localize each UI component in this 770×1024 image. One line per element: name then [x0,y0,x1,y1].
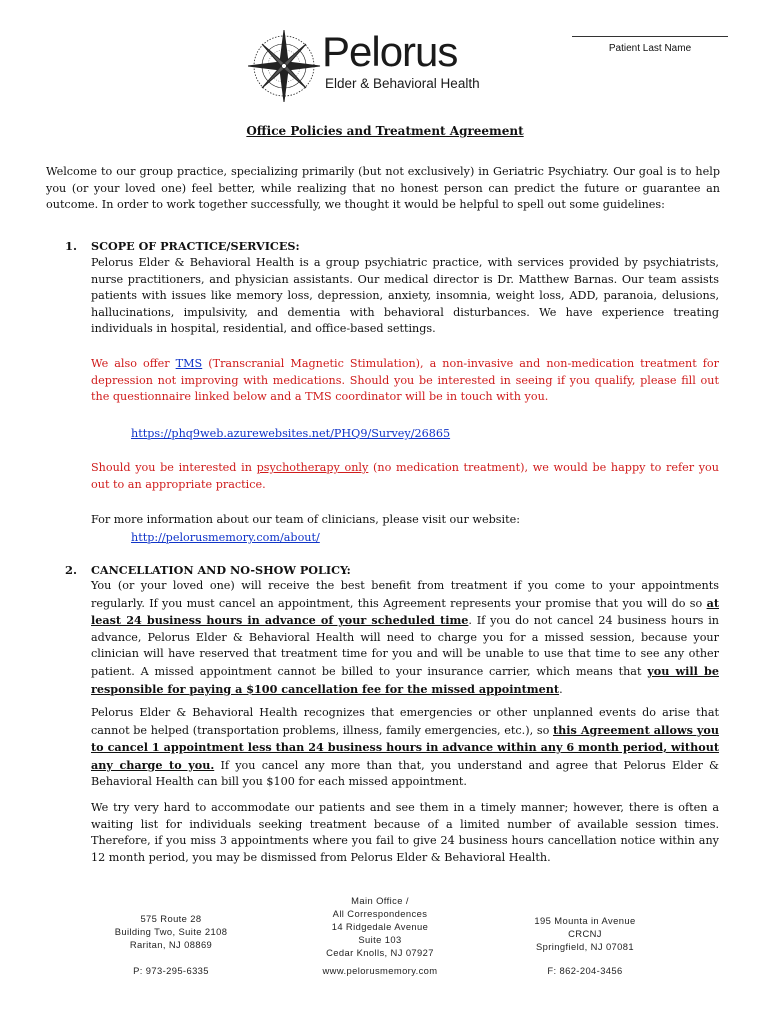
brand-name: Pelorus [322,28,458,75]
patient-last-name-label: Patient Last Name [608,43,692,54]
document-title: Office Policies and Treatment Agreement [246,124,524,138]
cancellation-paragraph: You (or your loved one) will receive the best benefit from treatment if you come to your appointments regularly. If you must cancel an appointment, this Agreement represents your promise that you will do so at least 24 business hours in advance of your scheduled time. If you do not cancel 24 business hours in advance, Pelorus Elder & Behavioral Health will need to charge you for a missed session, because your clinician will have reserved that treatment time for you and will be unable to use that time to see any other patient. A missed appointment cannot be billed to your insurance carrier, which means that you will be responsible for paying a $100 cancellation fee for the missed appointment. [91,579,719,696]
tms-link[interactable]: TMS [175,357,203,370]
footer-phone: P: 973-295-6335 [133,965,209,976]
waiting-list-paragraph: We try very hard to accommodate our patients and see them in a timely manner; however, there is often a waiting list for individuals seeking treatment because of a limited number of available session times. Therefore, if you miss 3 appointments where you fail to give 24 business hours cancellation notice within any 12 month period, you may be dismissed from Pelorus Elder & Behavioral Health. [91,801,719,864]
fee-emphasis: you will be responsible for paying a $100 cancellation fee for the missed appointment [91,663,719,696]
brand-subtitle: Elder & Behavioral Health [325,76,480,91]
patient-last-name-field [572,36,728,54]
section-1-body: Pelorus Elder & Behavioral Health is a group psychiatric practice, with services provided by psychiatrists, nurse practitioners, and physician assistants. Our medical director is Dr. Matthew Barnas. Our team assists patients with issues like memory loss, depression, anxiety, insomnia, weight loss, ADD, paranoia, delusions, hallucinations, impulsivity, and dementia with behavioral disturbances. We have experience treating individuals in hospital, residential, and office-based settings. [91,256,719,336]
section-2-number: 2. [65,563,78,577]
signature-line [572,36,728,37]
footer-springfield-address: 195 Mounta in Avenue CRCNJ Springfield, NJ 07081 [534,915,636,952]
section-1-title: SCOPE OF PRACTICE/SERVICES: [91,239,300,253]
section-2-title: CANCELLATION AND NO-SHOW POLICY: [91,563,351,577]
one-cancel-allowance-emphasis: this Agreement allows you to cancel 1 appointment less than 24 business hours in advance within any 6 month period, without any charge to you. [91,722,719,772]
psychotherapy-paragraph: Should you be interested in psychotherapy only (no medication treatment), we would be happy to refer you out to an appropriate practice. [91,461,719,491]
footer-website[interactable]: www.pelorusmemory.com [322,965,438,976]
footer-main-office-address: Main Office / All Correspondences 14 Ridgedale Avenue Suite 103 Cedar Knolls, NJ 07927 [326,895,434,958]
tms-paragraph: We also offer TMS (Transcranial Magnetic Stimulation), a non-invasive and non-medication treatment for depression not improving with medications. Should you be interested in seeing if you qualify, please fill out the questionnaire linked below and a TMS coordinator will be in touch with you. [91,357,719,404]
section-1-number: 1. [65,239,78,253]
advance-notice-emphasis: at least 24 business hours in advance of your scheduled time [91,595,719,628]
about-link[interactable]: http://pelorusmemory.com/about/ [131,531,320,544]
footer-raritan-address: 575 Route 28 Building Two, Suite 2108 Raritan, NJ 08869 [114,913,228,950]
more-info-text: For more information about our team of clinicians, please visit our website: [91,513,520,526]
survey-link[interactable]: https://phq9web.azurewebsites.net/PHQ9/Survey/26865 [131,427,451,440]
psychotherapy-link[interactable]: psychotherapy only [256,461,369,474]
intro-paragraph: Welcome to our group practice, specializing primarily (but not exclusively) in Geriatric Psychiatry. Our goal is to help you (or your loved one) feel better, while realizing that no honest person can predict the future or guarantee an outcome. In order to work together successfully, we thought it would be helpful to spell out some guidelines: [46,165,720,212]
emergency-paragraph: Pelorus Elder & Behavioral Health recognizes that emergencies or other unplanned events do arise that cannot be helped (transportation problems, illness, family emergencies, etc.), so this Agreement allows you to cancel 1 appointment less than 24 business hours in advance within any 6 month period, without any charge to you. If you cancel any more than that, you understand and agree that Pelorus Elder & Behavioral Health can bill you $100 for each missed appointment. [91,706,720,789]
footer-fax: F: 862-204-3456 [547,965,623,976]
